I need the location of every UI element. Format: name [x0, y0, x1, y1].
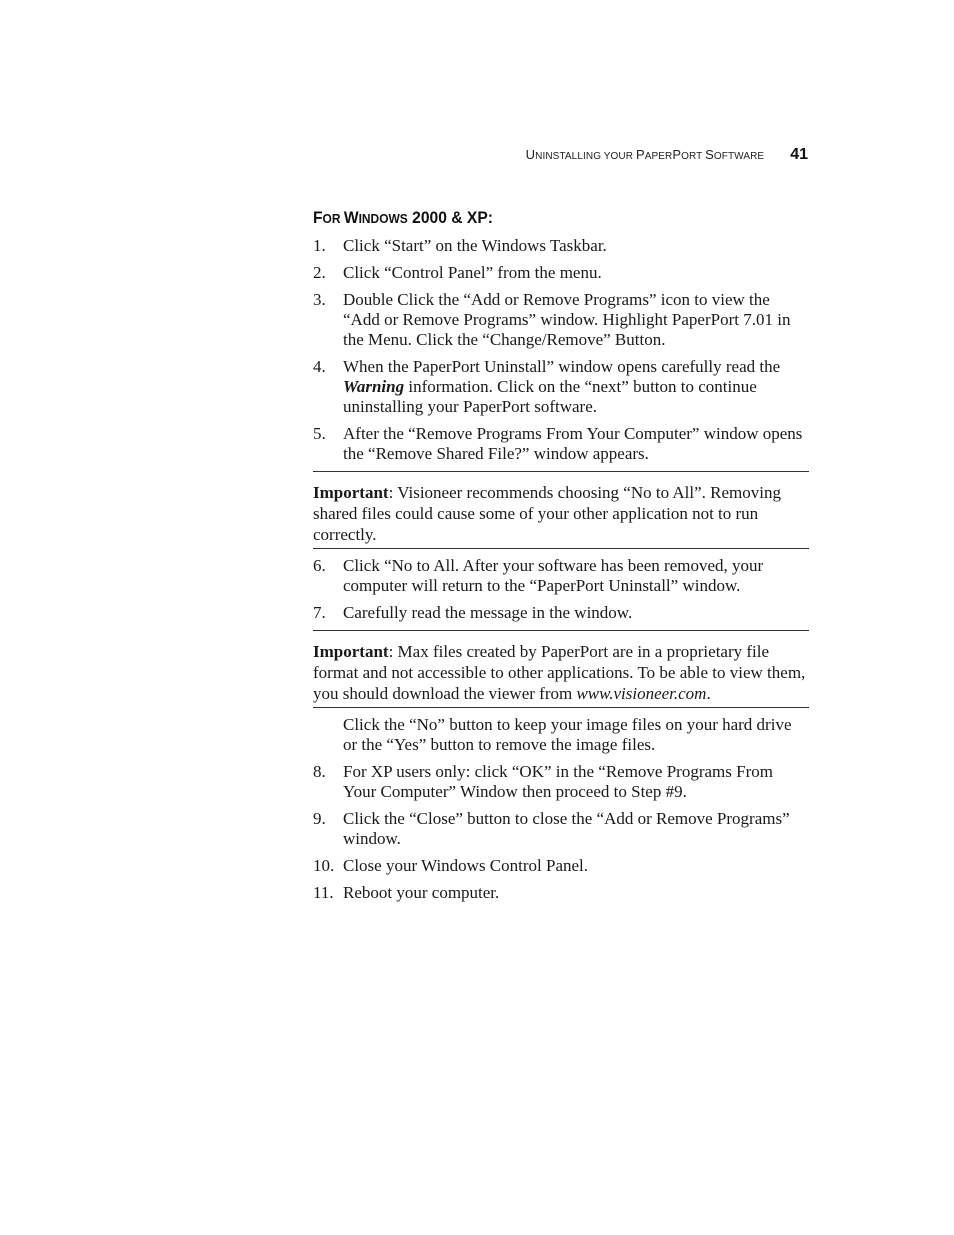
list-item: 8. For XP users only: click “OK” in the “Remove Programs From Your Computer” Window then proceed to Step #9.: [313, 762, 773, 801]
list-item: 6. Click “No to All. After your software has been removed, your computer will return to the “PaperPort Uninstall” window.: [313, 556, 764, 595]
list-item: 3. Double Click the “Add or Remove Programs” icon to view the “Add or Remove Programs” window. Highlight PaperPort 7.01 in the Menu. Click the “Change/Remove” Button.: [313, 290, 791, 349]
page-number: 41: [790, 146, 808, 163]
list-item: 9. Click the “Close” button to close the “Add or Remove Programs” window.: [313, 809, 790, 848]
list-item: 7. Carefully read the message in the window.: [313, 603, 633, 622]
warning-emphasis: Warning: [343, 377, 405, 396]
steps-list-c: [313, 715, 809, 903]
important-note-2: Important: Max files created by PaperPort are in a proprietary file format and not accessible to other applications. To be able to view them, you should download the viewer from www.visioneer.com.: [313, 630, 809, 708]
running-header: [400, 146, 808, 164]
steps-list-a: [313, 236, 809, 464]
list-item: 4. When the PaperPort Uninstall” window opens carefully read the Warning information. Click on the “next” button to continue uninstalling your PaperPort software.: [313, 357, 781, 416]
list-item: Click the “No” button to keep your image files on your hard drive or the “Yes” button to remove the image files.: [343, 715, 792, 754]
list-item: 11. Reboot your computer.: [313, 883, 500, 902]
list-item: 1. Click “Start” on the Windows Taskbar.: [313, 236, 607, 255]
list-item: 2. Click “Control Panel” from the menu.: [313, 263, 602, 282]
running-header-title: UNINSTALLING YOUR PAPERPORT SOFTWARE: [525, 147, 765, 162]
important-note-1: Important: Visioneer recommends choosing “No to All”. Removing shared files could cause some of your other application not to run correctly.: [313, 471, 809, 549]
page-content: [313, 208, 809, 910]
steps-list-b: [313, 556, 809, 623]
list-item: 5. After the “Remove Programs From Your Computer” window opens the “Remove Shared File?” window appears.: [313, 424, 803, 463]
visioneer-link: www.visioneer.com: [576, 684, 707, 703]
important-label: Important: [313, 642, 389, 661]
important-label: Important: [313, 483, 389, 502]
section-heading: FOR WINDOWS 2000 & XP:: [313, 208, 493, 227]
list-item: 10. Close your Windows Control Panel.: [313, 856, 589, 875]
